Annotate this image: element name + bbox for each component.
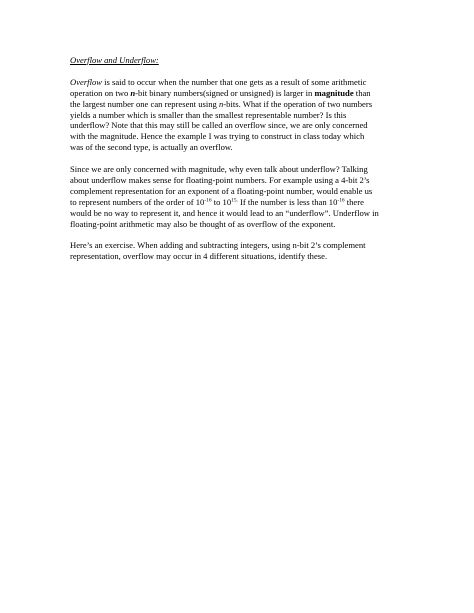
text-line: was of the second type, is actually an overflow. <box>70 142 233 153</box>
text-line: floating-point arithmetic may also be thought of as overflow of the exponent. <box>70 218 336 229</box>
text-line: about underflow makes sense for floating-point numbers. For example using a 4-bit 2’s <box>70 174 370 185</box>
text-line: Since we are only concerned with magnitude, why even talk about underflow? Talking <box>70 164 368 175</box>
magnitude-term: magnitude <box>314 87 354 98</box>
text-line: Here’s an exercise. When adding and subtracting integers, using n-bit 2’s complement <box>70 240 366 251</box>
text-line: complement representation for an exponent of a floating-point number, would enable us <box>70 185 373 196</box>
exponent: -16 <box>337 197 345 204</box>
exponent: -16 <box>204 197 212 204</box>
paragraph-exercise <box>70 240 415 262</box>
exponent: 15. <box>231 197 238 204</box>
text-line: Overflow is said to occur when the number that one gets as a result of some arithmetic <box>70 76 367 87</box>
text-line: operation on two n-bit binary numbers(signed or unsigned) is larger in magnitude than <box>70 87 371 98</box>
text-line: with the magnitude. Hence the example I was trying to construct in class today which <box>70 131 365 142</box>
document-page <box>70 55 415 273</box>
text-line: would be no way to represent it, and hence it would lead to an “underflow”. Underflow in <box>70 207 379 218</box>
n-variable: n <box>130 87 136 98</box>
paragraph-overflow-definition <box>70 77 415 153</box>
text-line: to represent numbers of the order of $10^{-16}$ to $10^{15.}$ If the number is less than $10^{-16}$ there <box>70 196 364 207</box>
text-line: representation, overflow may occur in 4 different situations, identify these. <box>70 251 328 262</box>
section-heading: Overflow and Underflow: <box>70 55 159 65</box>
paragraph-underflow-discussion <box>70 164 415 229</box>
n-variable: n <box>219 98 224 109</box>
overflow-term: Overflow <box>70 76 102 87</box>
text-line: the largest number one can represent using n-bits. What if the operation of two numbers <box>70 98 373 109</box>
text-line: underflow? Note that this may still be called an overflow since, we are only concerned <box>70 120 368 131</box>
text-line: yields a number which is smaller than the smallest representable number? Is this <box>70 109 347 120</box>
